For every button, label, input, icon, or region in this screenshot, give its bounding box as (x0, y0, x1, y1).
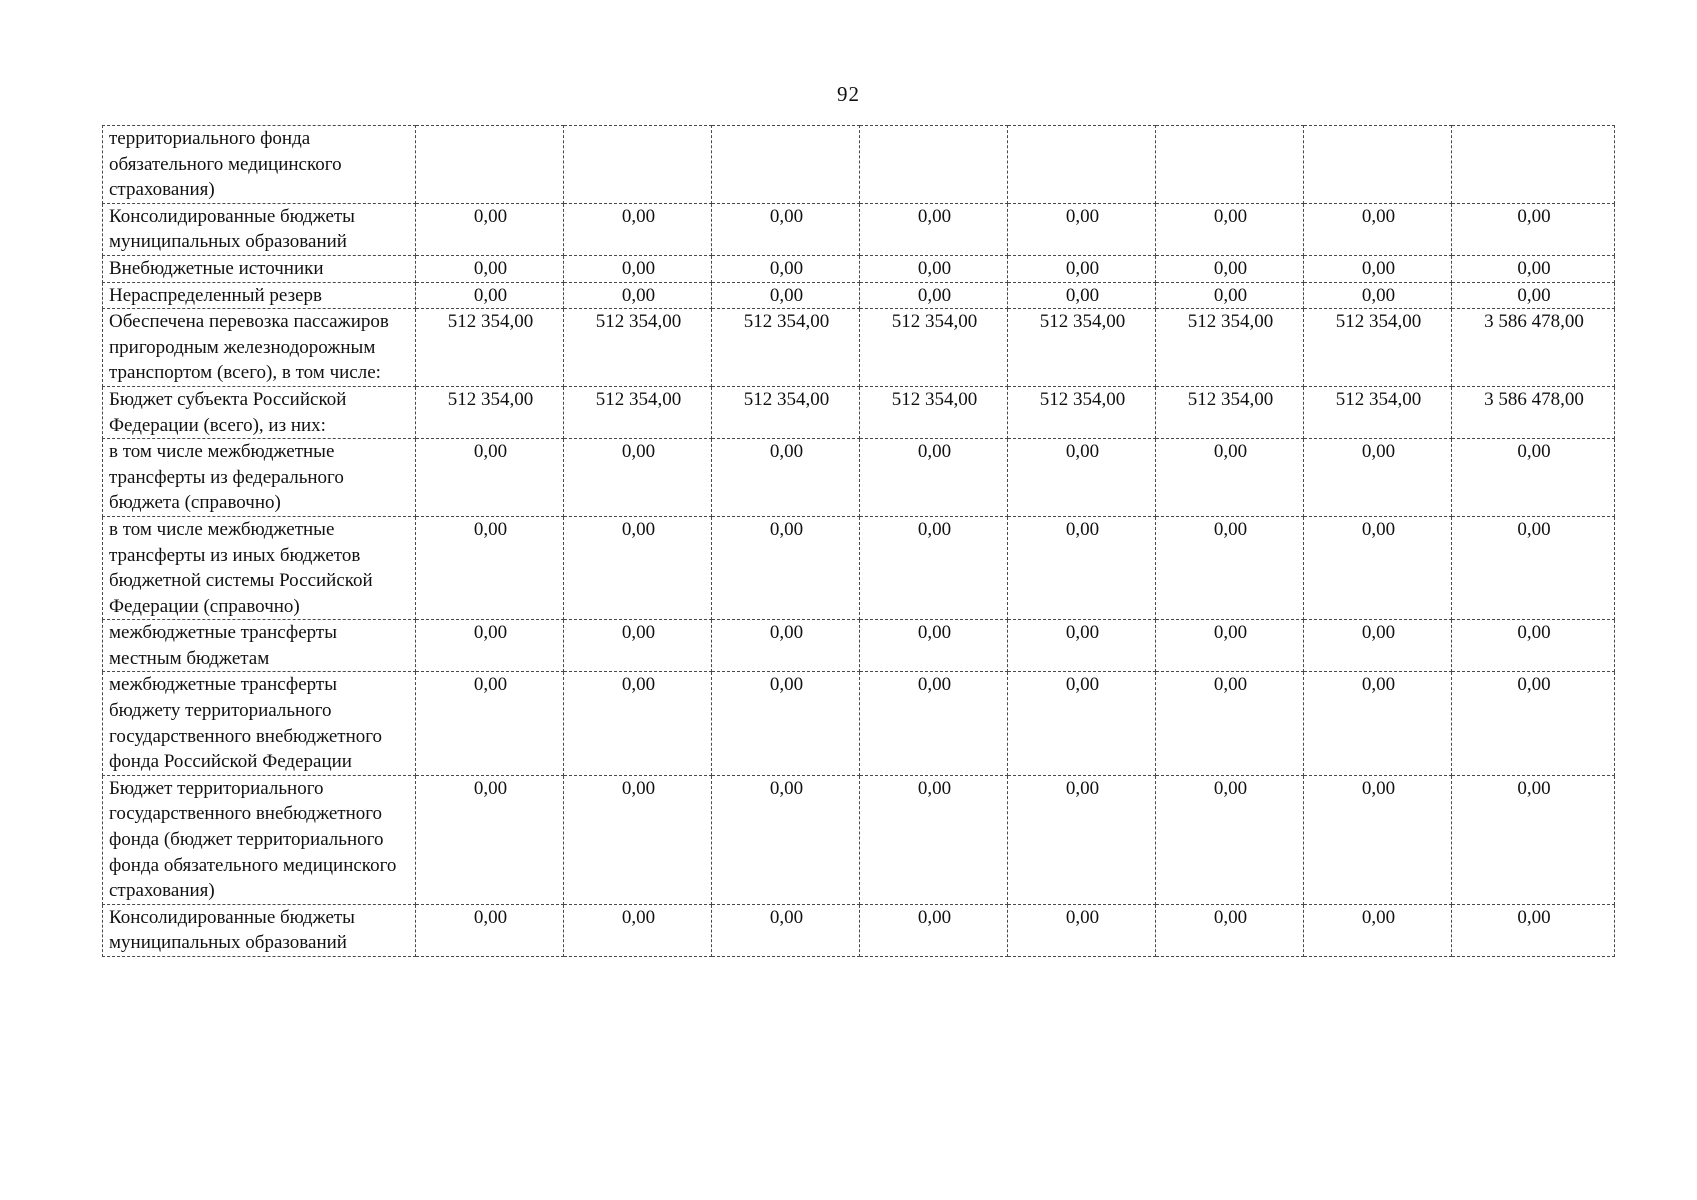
value-cell: 0,00 (1156, 516, 1304, 619)
row-label: Бюджет территориального государственного внебюджетного фонда (бюджет территориального фонда обязательного медицинского страхования) (103, 775, 416, 904)
value-cell (564, 126, 712, 204)
value-cell: 0,00 (416, 516, 564, 619)
value-cell: 0,00 (1008, 904, 1156, 956)
value-cell: 0,00 (1304, 203, 1452, 255)
value-cell: 0,00 (1008, 203, 1156, 255)
value-cell: 0,00 (1304, 620, 1452, 672)
value-cell: 0,00 (712, 282, 860, 309)
value-cell: 0,00 (860, 620, 1008, 672)
value-cell: 0,00 (564, 439, 712, 517)
value-cell: 0,00 (564, 904, 712, 956)
value-cell: 0,00 (564, 516, 712, 619)
total-cell: 0,00 (1452, 439, 1615, 517)
row-label: Внебюджетные источники (103, 255, 416, 282)
value-cell: 0,00 (564, 282, 712, 309)
total-cell (1452, 126, 1615, 204)
value-cell: 0,00 (1304, 439, 1452, 517)
value-cell: 0,00 (860, 516, 1008, 619)
value-cell: 512 354,00 (564, 386, 712, 438)
value-cell: 0,00 (1304, 672, 1452, 775)
value-cell: 0,00 (860, 775, 1008, 904)
value-cell: 0,00 (860, 203, 1008, 255)
row-label: в том числе межбюджетные трансферты из иных бюджетов бюджетной системы Российской Федерации (справочно) (103, 516, 416, 619)
value-cell: 0,00 (1008, 672, 1156, 775)
value-cell: 0,00 (1156, 255, 1304, 282)
value-cell: 0,00 (1156, 203, 1304, 255)
value-cell: 0,00 (416, 672, 564, 775)
table-row (103, 386, 1615, 438)
value-cell: 0,00 (416, 439, 564, 517)
value-cell: 0,00 (1156, 904, 1304, 956)
table-row (103, 672, 1615, 775)
total-cell: 0,00 (1452, 255, 1615, 282)
value-cell (860, 126, 1008, 204)
value-cell: 0,00 (416, 203, 564, 255)
value-cell: 0,00 (1008, 282, 1156, 309)
value-cell: 0,00 (712, 255, 860, 282)
value-cell: 0,00 (1008, 439, 1156, 517)
budget-table (102, 125, 1615, 957)
value-cell: 0,00 (860, 672, 1008, 775)
value-cell: 0,00 (1304, 516, 1452, 619)
value-cell: 0,00 (1156, 439, 1304, 517)
row-label: межбюджетные трансферты местным бюджетам (103, 620, 416, 672)
value-cell: 512 354,00 (416, 386, 564, 438)
value-cell: 0,00 (1156, 672, 1304, 775)
value-cell (712, 126, 860, 204)
row-label: межбюджетные трансферты бюджету территориального государственного внебюджетного фонда Российской Федерации (103, 672, 416, 775)
value-cell: 512 354,00 (1008, 309, 1156, 387)
value-cell: 0,00 (712, 775, 860, 904)
page-number: 92 (837, 82, 860, 106)
value-cell: 0,00 (564, 620, 712, 672)
row-label: в том числе межбюджетные трансферты из федерального бюджета (справочно) (103, 439, 416, 517)
value-cell: 0,00 (1156, 282, 1304, 309)
row-label: Бюджет субъекта Российской Федерации (всего), из них: (103, 386, 416, 438)
value-cell: 0,00 (860, 904, 1008, 956)
value-cell: 0,00 (416, 255, 564, 282)
row-label: территориального фонда обязательного медицинского страхования) (103, 126, 416, 204)
value-cell: 0,00 (712, 203, 860, 255)
value-cell: 0,00 (564, 203, 712, 255)
value-cell: 512 354,00 (416, 309, 564, 387)
value-cell: 0,00 (416, 620, 564, 672)
value-cell: 0,00 (860, 282, 1008, 309)
value-cell (1156, 126, 1304, 204)
value-cell: 0,00 (416, 775, 564, 904)
value-cell: 0,00 (1304, 255, 1452, 282)
total-cell: 0,00 (1452, 516, 1615, 619)
value-cell: 0,00 (860, 439, 1008, 517)
table-row (103, 282, 1615, 309)
value-cell: 512 354,00 (1156, 309, 1304, 387)
value-cell (1304, 126, 1452, 204)
value-cell: 0,00 (1304, 282, 1452, 309)
table-row (103, 203, 1615, 255)
value-cell: 512 354,00 (860, 309, 1008, 387)
value-cell: 512 354,00 (1304, 386, 1452, 438)
value-cell: 512 354,00 (1156, 386, 1304, 438)
value-cell: 0,00 (1156, 620, 1304, 672)
value-cell: 0,00 (712, 516, 860, 619)
value-cell: 0,00 (1304, 904, 1452, 956)
total-cell: 0,00 (1452, 775, 1615, 904)
row-label: Нераспределенный резерв (103, 282, 416, 309)
total-cell: 0,00 (1452, 904, 1615, 956)
value-cell: 0,00 (1008, 775, 1156, 904)
value-cell: 0,00 (1008, 255, 1156, 282)
value-cell: 0,00 (564, 255, 712, 282)
value-cell: 0,00 (860, 255, 1008, 282)
total-cell: 3 586 478,00 (1452, 386, 1615, 438)
table-row (103, 775, 1615, 904)
total-cell: 3 586 478,00 (1452, 309, 1615, 387)
value-cell: 0,00 (564, 775, 712, 904)
row-label: Обеспечена перевозка пассажиров пригородным железнодорожным транспортом (всего), в том числе: (103, 309, 416, 387)
value-cell: 512 354,00 (1008, 386, 1156, 438)
value-cell: 0,00 (564, 672, 712, 775)
row-label: Консолидированные бюджеты муниципальных образований (103, 904, 416, 956)
total-cell: 0,00 (1452, 620, 1615, 672)
value-cell: 0,00 (1008, 516, 1156, 619)
value-cell: 512 354,00 (1304, 309, 1452, 387)
value-cell: 0,00 (712, 620, 860, 672)
value-cell: 512 354,00 (712, 309, 860, 387)
value-cell: 0,00 (416, 904, 564, 956)
table-row (103, 309, 1615, 387)
value-cell: 0,00 (1008, 620, 1156, 672)
value-cell (1008, 126, 1156, 204)
table-row (103, 126, 1615, 204)
table-row (103, 516, 1615, 619)
total-cell: 0,00 (1452, 203, 1615, 255)
value-cell (416, 126, 564, 204)
value-cell: 0,00 (416, 282, 564, 309)
total-cell: 0,00 (1452, 282, 1615, 309)
value-cell: 512 354,00 (564, 309, 712, 387)
table-row (103, 620, 1615, 672)
value-cell: 0,00 (1156, 775, 1304, 904)
row-label: Консолидированные бюджеты муниципальных образований (103, 203, 416, 255)
value-cell: 512 354,00 (860, 386, 1008, 438)
value-cell: 0,00 (712, 904, 860, 956)
value-cell: 512 354,00 (712, 386, 860, 438)
table-row (103, 255, 1615, 282)
table-row (103, 439, 1615, 517)
table-row (103, 904, 1615, 956)
total-cell: 0,00 (1452, 672, 1615, 775)
value-cell: 0,00 (1304, 775, 1452, 904)
value-cell: 0,00 (712, 672, 860, 775)
value-cell: 0,00 (712, 439, 860, 517)
